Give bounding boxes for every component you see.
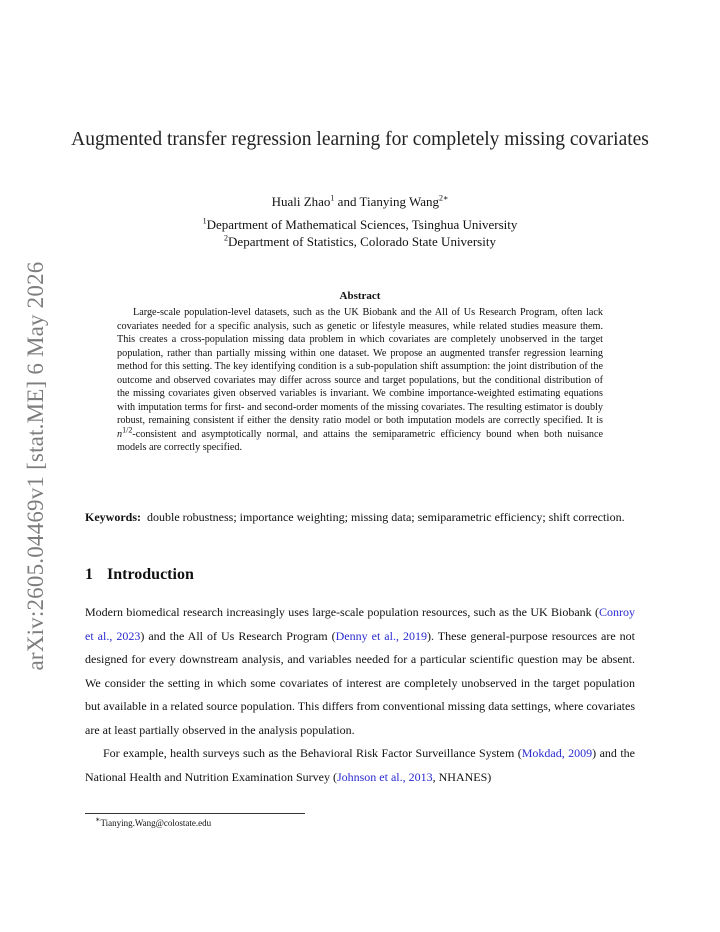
- affiliation-mark: 2: [224, 233, 229, 243]
- author-line: [70, 194, 650, 210]
- author-conjunction: and: [334, 194, 360, 209]
- abstract-text-part: Large-scale population-level datasets, such as the UK Biobank and the All of Us Research Program, often lack covariates needed for a specific analysis, such as genetic or lifestyle measures, while related studies measure them. This creates a cross-population missing data problem in which covariates are completely unobserved in the target population, rather than partially missing within one dataset. We propose an augmented transfer regression learning method for this setting. The key identifying condition is a sub-population shift assumption: the joint distribution of the outcome and observed covariates may differ across source and target populations, but the conditional distribution of the missing covariates given observed variables is invariant. We combine importance-weighted estimating equations with imputation terms for first- and second-order moments of the missing covariates. The resulting estimator is doubly robust, remaining consistent if either the density ratio model or both imputation models are correctly specified. It is: [117, 307, 603, 426]
- paragraph-text: ) and the National Health and Nutrition Examination Survey (: [85, 746, 636, 784]
- footnote-divider: [85, 813, 305, 814]
- paragraph-text: For example, health surveys such as the Behavioral Risk Factor Surveillance System (: [103, 746, 522, 760]
- affiliation: [70, 234, 650, 250]
- keywords-text: double robustness; importance weighting; missing data; semiparametric efficiency; shift correction.: [147, 510, 625, 524]
- abstract-heading: Abstract: [339, 290, 381, 302]
- footnote: [95, 815, 212, 828]
- citation-link[interactable]: Denny et al., 2019: [335, 628, 427, 643]
- paragraph-text: ) and the All of Us Research Program (: [140, 628, 336, 643]
- paragraph: [85, 742, 635, 789]
- paragraph: [85, 601, 635, 742]
- abstract-text-part: -consistent and asymptotically normal, and attains the semiparametric efficiency bound when both nuisance models are correctly specified.: [117, 428, 603, 453]
- paper-title: Augmented transfer regression learning for completely missing covariates: [71, 129, 649, 150]
- author-affiliation-mark: 1: [330, 193, 335, 203]
- keywords: [85, 505, 635, 529]
- section-title: Introduction: [107, 566, 194, 583]
- author-name: Tianying Wang: [359, 194, 439, 209]
- body-text: [85, 601, 635, 789]
- citation-link[interactable]: Johnson et al., 2013: [336, 769, 433, 784]
- citation-link[interactable]: Mokdad, 2009: [521, 746, 593, 760]
- paragraph-text: ). These general-purpose resources are not designed for every downstream analysis, and variables needed for a particular scientific question may be absent. We consider the setting in which some covariates of interest are completely unobserved in the target population but available in a related source population. This differs from conventional missing data settings, where covariates are at least partially observed in the analysis population.: [85, 628, 635, 737]
- affiliation-text: Department of Statistics, Colorado State University: [228, 234, 496, 249]
- paragraph-text: Modern biomedical research increasingly uses large-scale population resources, such as the UK Biobank (: [85, 605, 599, 619]
- author-affiliation-mark: 2∗: [438, 193, 449, 203]
- section-number: 1: [85, 566, 93, 583]
- math-exponent: 1/2: [122, 425, 133, 435]
- footnote-email: Tianying.Wang@colostate.edu: [100, 818, 212, 828]
- citation-link[interactable]: Conroy et al., 2023: [85, 605, 635, 643]
- footnote-mark: ∗: [95, 815, 101, 824]
- arxiv-identifier: arXiv:2605.04469v1 [stat.ME] 6 May 2026: [23, 261, 48, 671]
- keywords-label: Keywords:: [85, 510, 141, 524]
- author-name: Huali Zhao: [271, 194, 331, 209]
- affiliation-text: Department of Mathematical Sciences, Tsinghua University: [206, 217, 518, 232]
- affiliation-mark: 1: [202, 216, 207, 226]
- affiliation: [70, 217, 650, 233]
- abstract-text: [117, 306, 603, 455]
- math-symbol: n: [117, 428, 123, 440]
- section-heading: [85, 566, 194, 584]
- paragraph-text: , NHANES): [432, 769, 492, 784]
